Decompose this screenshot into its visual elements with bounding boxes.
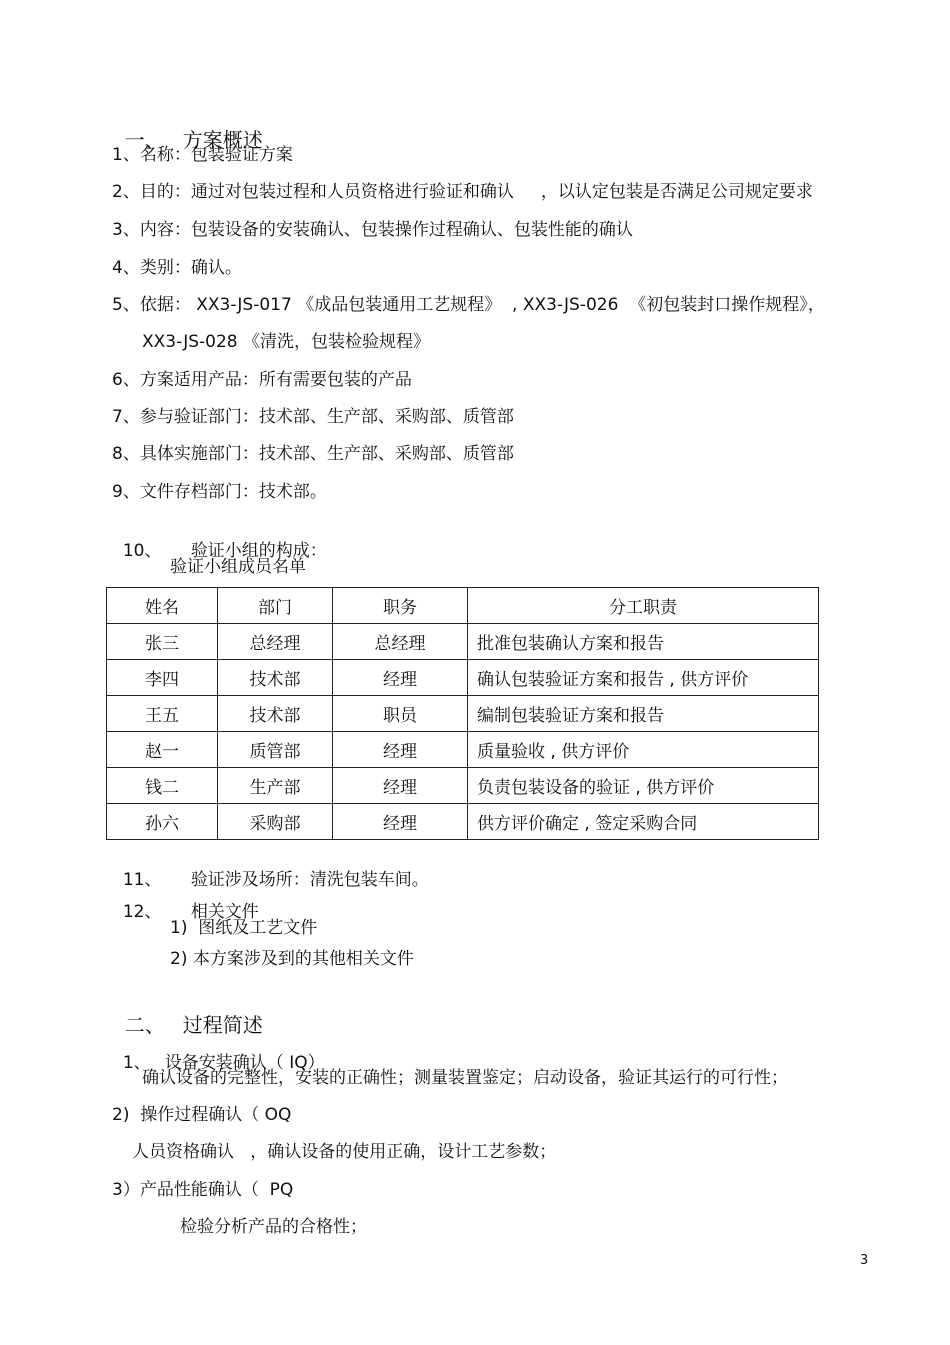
table-caption: 验证小组成员名单 bbox=[170, 557, 306, 577]
cell-position: 经理 bbox=[333, 660, 468, 696]
oq-title: 2) 操作过程确认（ OQ bbox=[112, 1105, 292, 1125]
cell-responsibility: 负责包装设备的验证 , 供方评价 bbox=[468, 768, 819, 804]
section1-heading-text: 方案概述 bbox=[182, 128, 263, 152]
item-related-documents-text: 相关文件 bbox=[190, 902, 259, 922]
section2-heading-text: 过程简述 bbox=[182, 1013, 263, 1037]
cell-name: 张三 bbox=[107, 624, 218, 660]
cell-responsibility: 编制包装验证方案和报告 bbox=[468, 696, 819, 732]
item-basis: 5、依据： XX3-JS-017 《成品包装通用工艺规程》 , XX3-JS-026 《初包装封口操作规程》， bbox=[112, 295, 825, 315]
item-category: 4、类别：确认。 bbox=[112, 258, 242, 278]
item-content: 3、内容：包装设备的安装确认、包装操作过程确认、包装性能的确认 bbox=[112, 220, 633, 240]
iq-description: 确认设备的完整性，安装的正确性；测量装置鉴定；启动设备，验证其运行的可行性； bbox=[142, 1068, 788, 1088]
item-implementing-departments: 8、具体实施部门：技术部、生产部、采购部、质管部 bbox=[112, 444, 514, 464]
section2-heading-number: 二、 bbox=[124, 1013, 165, 1037]
iq-title-text: 设备安装确认（ IQ） bbox=[164, 1053, 325, 1073]
table-row bbox=[107, 696, 819, 732]
cell-name: 李四 bbox=[107, 660, 218, 696]
cell-department: 生产部 bbox=[218, 768, 333, 804]
cell-name: 王五 bbox=[107, 696, 218, 732]
table-row bbox=[107, 804, 819, 840]
cell-responsibility: 质量验收 , 供方评价 bbox=[468, 732, 819, 768]
cell-department: 技术部 bbox=[218, 660, 333, 696]
header-department: 部门 bbox=[218, 588, 333, 624]
item-team-composition-number: 10、 bbox=[122, 541, 162, 561]
header-name: 姓名 bbox=[107, 588, 218, 624]
item-site-text: 验证涉及场所：清洗包装车间。 bbox=[190, 870, 429, 890]
header-responsibility: 分工职责 bbox=[468, 588, 819, 624]
pq-title: 3）产品性能确认（ PQ bbox=[112, 1180, 294, 1200]
item-purpose: 2、目的：通过对包装过程和人员资格进行验证和确认 ，以认定包装是否满足公司规定要求 bbox=[112, 182, 813, 202]
related-doc-1: 1) 图纸及工艺文件 bbox=[170, 918, 318, 938]
cell-department: 总经理 bbox=[218, 624, 333, 660]
cell-position: 总经理 bbox=[333, 624, 468, 660]
item-name: 1、名称：包装验证方案 bbox=[112, 145, 293, 165]
table-row bbox=[107, 624, 819, 660]
item-archive-department: 9、文件存档部门：技术部。 bbox=[112, 482, 327, 502]
item-basis-continued: XX3-JS-028 《清洗，包装检验规程》 bbox=[142, 332, 430, 352]
table-header-row bbox=[107, 588, 819, 624]
table-row bbox=[107, 732, 819, 768]
cell-name: 赵一 bbox=[107, 732, 218, 768]
cell-department: 技术部 bbox=[218, 696, 333, 732]
item-applicable-products: 6、方案适用产品：所有需要包装的产品 bbox=[112, 370, 412, 390]
team-members-table bbox=[106, 587, 819, 840]
cell-position: 职员 bbox=[333, 696, 468, 732]
cell-name: 钱二 bbox=[107, 768, 218, 804]
pq-description: 检验分析产品的合格性； bbox=[180, 1217, 367, 1237]
cell-department: 采购部 bbox=[218, 804, 333, 840]
item-participating-departments: 7、参与验证部门：技术部、生产部、采购部、质管部 bbox=[112, 407, 514, 427]
cell-name: 孙六 bbox=[107, 804, 218, 840]
item-team-composition-text: 验证小组的构成： bbox=[190, 541, 327, 561]
table-row bbox=[107, 660, 819, 696]
cell-responsibility: 批准包装确认方案和报告 bbox=[468, 624, 819, 660]
item-related-documents-number: 12、 bbox=[122, 902, 162, 922]
cell-position: 经理 bbox=[333, 732, 468, 768]
iq-number: 1、 bbox=[122, 1053, 151, 1073]
item-site-number: 11、 bbox=[122, 870, 162, 890]
header-position: 职务 bbox=[333, 588, 468, 624]
table-row bbox=[107, 768, 819, 804]
section1-heading-number: 一、 bbox=[124, 128, 165, 152]
cell-position: 经理 bbox=[333, 804, 468, 840]
page-number: 3 bbox=[860, 1253, 869, 1268]
related-doc-2: 2) 本方案涉及到的其他相关文件 bbox=[170, 949, 414, 969]
cell-responsibility: 供方评价确定 , 签定采购合同 bbox=[468, 804, 819, 840]
cell-department: 质管部 bbox=[218, 732, 333, 768]
oq-description: 人员资格确认 ，确认设备的使用正确，设计工艺参数； bbox=[132, 1142, 557, 1162]
cell-responsibility: 确认包装验证方案和报告 , 供方评价 bbox=[468, 660, 819, 696]
cell-position: 经理 bbox=[333, 768, 468, 804]
